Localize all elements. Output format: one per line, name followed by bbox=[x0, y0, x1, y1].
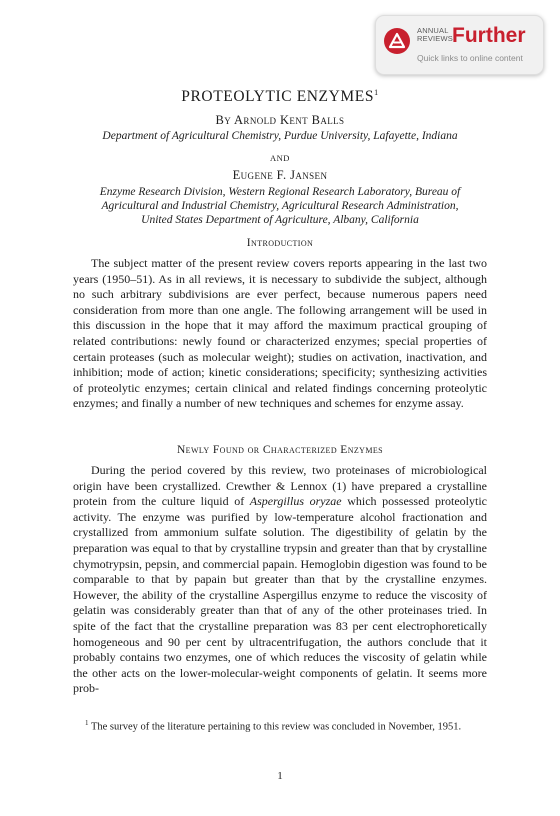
article-title bbox=[0, 88, 560, 106]
author-2: Eugene F. Jansen bbox=[232, 168, 328, 182]
annual-reviews-logo-icon bbox=[384, 28, 410, 54]
affiliation-2-line-3: United States Department of Agriculture, Albany, California bbox=[141, 214, 419, 226]
newly-found-text-part-1: During the period covered by this review, two proteinases of microbiological origin have been crystallized. Crewther & Lennox (1) have prepared a crystalline protein from the culture liquid of bbox=[73, 463, 487, 509]
page-number: 1 bbox=[277, 770, 283, 782]
newly-found-paragraph bbox=[73, 463, 487, 697]
footnote bbox=[73, 716, 487, 735]
article-title-text: PROTEOLYTIC ENZYMES bbox=[181, 88, 375, 106]
title-footnote-mark: 1 bbox=[374, 88, 379, 97]
footnote-mark: 1 bbox=[85, 719, 89, 727]
annual-reviews-further-banner[interactable] bbox=[375, 15, 544, 75]
author-1: By Arnold Kent Balls bbox=[215, 113, 345, 127]
and-separator: AND bbox=[270, 153, 290, 163]
footnote-text: The survey of the literature pertaining to this review was concluded in November, 1951. bbox=[90, 721, 462, 733]
organism-name: Aspergillus oryzae bbox=[249, 494, 342, 509]
section-heading-introduction: Introduction bbox=[246, 237, 314, 249]
annual-reviews-label: ANNUAL REVIEWS bbox=[417, 26, 453, 43]
quick-links-label: Quick links to online content bbox=[417, 53, 523, 63]
section-heading-newly-found: Newly Found or Characterized Enzymes bbox=[176, 444, 384, 456]
affiliation-1: Department of Agricultural Chemistry, Purdue University, Lafayette, Indiana bbox=[102, 130, 458, 142]
affiliation-2-line-2: Agricultural and Industrial Chemistry, Agricultural Research Administration, bbox=[101, 200, 459, 212]
newly-found-text-part-2: which possessed proteolytic activity. The enzyme was purified by low-temperature alcohol fractionation and crystallized from ammonium sulfate solution. The digestibility of gelatin by the preparation was equal to that by crystalline trypsin and greater than that by crystalline chymotrypsin, pepsin, and commercial papain. Hemoglobin digestion was found to be comparable to that by papain but greater than that by the crystalline enzymes. However, the ability of the crystalline Aspergillus enzyme to reduce the viscosity of gelatin was considerably greater than that of any of the other proteinases tried. In spite of the fact that the crystalline preparation was 83 per cent electrophoretically homogeneous and 90 per cent by ultracentrifugation, the authors conclude that it probably contains two enzymes, one of which reduces the viscosity of gelatin while the other acts on the lower-molecular-weight components of gelatin. It seems more prob- bbox=[73, 494, 488, 696]
affiliation-2-line-1: Enzyme Research Division, Western Regional Research Laboratory, Bureau of bbox=[99, 186, 461, 198]
further-label: Further bbox=[452, 24, 526, 47]
introduction-paragraph: The subject matter of the present review covers reports appearing in the last two years (1950–51). As in all reviews, it is necessary to subdivide the subject, although no such arbitrary subdivisions are ever perfect, because numerous papers need consideration from more than one angle. The following arrangement will be used in this discussion in the hope that it may afford the maximum practical grouping of related contributions: newly found or characterized enzymes; special properties of certain proteases (such as molecular weight); studies on activation, inactivation, and inhibition; mode of action; kinetic considerations; specificity; synthesizing activities of proteolytic enzymes; certain clinical and related findings concerning proteolytic enzymes; and finally a number of new techniques and schemes for enzyme assay. bbox=[73, 256, 487, 411]
